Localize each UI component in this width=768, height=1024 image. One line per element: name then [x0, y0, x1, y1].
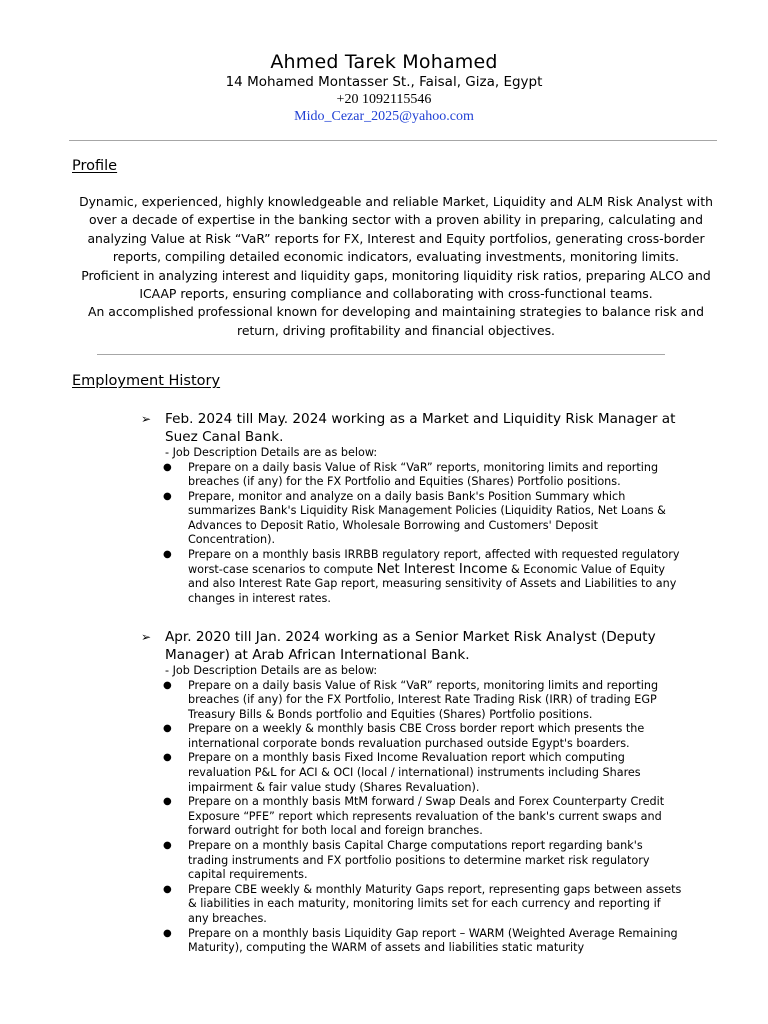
list-item: ● Prepare, monitor and analyze on a daily basis Bank's Position Summary which summarizes Bank's Liquidity Risk Management Policies (Liquidity Ratios, Net Loans & Advances to Deposit Ratio, Wholesale Borrowing and Customers' Deposit Concentration). — [163, 489, 666, 547]
bullet-dot-icon: ● — [163, 490, 172, 502]
candidate-phone: +20 1092115546 — [336, 92, 432, 107]
bullet-dot-icon: ● — [163, 723, 172, 735]
highlight-term: Net Interest Income — [376, 561, 508, 577]
bullet-dot-icon: ● — [163, 927, 172, 939]
list-item: ● Prepare on a monthly basis Capital Charge computations report regarding bank's trading instruments and FX portfolio positions to determine market risk regulatory capital requirements. — [163, 839, 650, 882]
list-item: ● Prepare on a daily basis Value of Risk “VaR” reports, monitoring limits and reporting breaches (if any) for the FX Portfolio, Interest Rate Trading Risk (IRR) of trading EGP Treasury Bills & Bonds portfolio and Equities (Shares) Portfolio positions. — [163, 678, 659, 721]
job-entry — [141, 411, 701, 606]
bullet-dot-icon: ● — [163, 461, 172, 473]
job-description-label: - Job Description Details are as below: — [165, 664, 378, 677]
bullet-dot-icon: ● — [163, 883, 172, 895]
arrow-bullet-icon: ➢ — [141, 412, 152, 426]
candidate-address: 14 Mohamed Montasser St., Faisal, Giza, Egypt — [225, 74, 543, 90]
candidate-email-link[interactable]: Mido_Cezar_2025@yahoo.com — [294, 109, 474, 124]
job-duties-list — [141, 461, 701, 607]
list-item: ● Prepare on a daily basis Value of Risk “VaR” reports, monitoring limits and reporting breaches (if any) for the FX Portfolio and Equities (Shares) Portfolio positions. — [163, 460, 659, 489]
list-item: ● Prepare on a monthly basis Liquidity Gap report – WARM (Weighted Average Remaining Maturity), computing the WARM of assets and liabilities static maturity — [163, 926, 678, 955]
bullet-dot-icon: ● — [163, 752, 172, 764]
bullet-dot-icon: ● — [163, 679, 172, 691]
job-duties-list — [141, 679, 701, 956]
job-title — [141, 629, 701, 664]
header-divider — [69, 140, 717, 141]
job-entry — [141, 629, 701, 956]
bullet-dot-icon: ● — [163, 796, 172, 808]
list-item: ● Prepare CBE weekly & monthly Maturity Gaps report, representing gaps between assets & liabilities in each maturity, monitoring limits set for each currency and reporting if any breaches. — [163, 882, 682, 925]
list-item: ● Prepare on a monthly basis MtM forward / Swap Deals and Forex Counterparty Credit Exposure “PFE” report which represents revaluation of the bank's current swaps and forward outright for both local and foreign branches. — [163, 795, 665, 838]
profile-heading: Profile — [72, 158, 118, 174]
bullet-dot-icon: ● — [163, 549, 172, 561]
bullet-dot-icon: ● — [163, 840, 172, 852]
job-title — [141, 411, 701, 446]
profile-paragraph: An accomplished professional known for developing and maintaining strategies to balance risk and return, driving profitability and financial objectives. — [88, 304, 704, 338]
job-description-label: - Job Description Details are as below: — [165, 446, 378, 459]
list-item: ● Prepare on a monthly basis IRRBB regulatory report, affected with requested regulatory worst-case scenarios to compute Net Interest Income & Economic Value of Equity and also Interest Rate Gap report, measuring sensitivity of Assets and Liabilities to any changes in interest rates. — [163, 548, 680, 605]
job-title-text: Apr. 2020 till Jan. 2024 working as a Senior Market Risk Analyst (Deputy Manager) at Arab African International Bank. — [165, 629, 656, 663]
list-item: ● Prepare on a monthly basis Fixed Income Revaluation report which computing revaluation P&L for ACI & OCI (local / international) instruments including Shares impairment & fair value study (Shares Revaluation). — [163, 751, 641, 794]
arrow-bullet-icon: ➢ — [141, 630, 152, 644]
employment-heading: Employment History — [72, 373, 221, 389]
profile-paragraph: Dynamic, experienced, highly knowledgeable and reliable Market, Liquidity and ALM Risk Analyst with over a decade of expertise in the banking sector with a proven ability in preparing, calculating and analyzing Value at Risk “VaR” reports for FX, Interest and Equity portfolios, generating cross-border reports, compiling detailed economic indicators, evaluating investments, monitoring limits. — [79, 194, 713, 265]
job-title-text: Feb. 2024 till May. 2024 working as a Market and Liquidity Risk Manager at Suez Canal Bank. — [165, 411, 676, 445]
candidate-name: Ahmed Tarek Mohamed — [270, 51, 498, 73]
list-item: ● Prepare on a weekly & monthly basis CBE Cross border report which presents the international corporate bonds revaluation purchased outside Egypt's boarders. — [163, 722, 645, 750]
profile-divider — [97, 354, 665, 355]
resume-header — [0, 50, 768, 126]
profile-paragraph: Proficient in analyzing interest and liquidity gaps, monitoring liquidity risk ratios, preparing ALCO and ICAAP reports, ensuring compliance and collaborating with cross-functional teams. — [81, 267, 711, 302]
profile-summary — [66, 193, 726, 340]
